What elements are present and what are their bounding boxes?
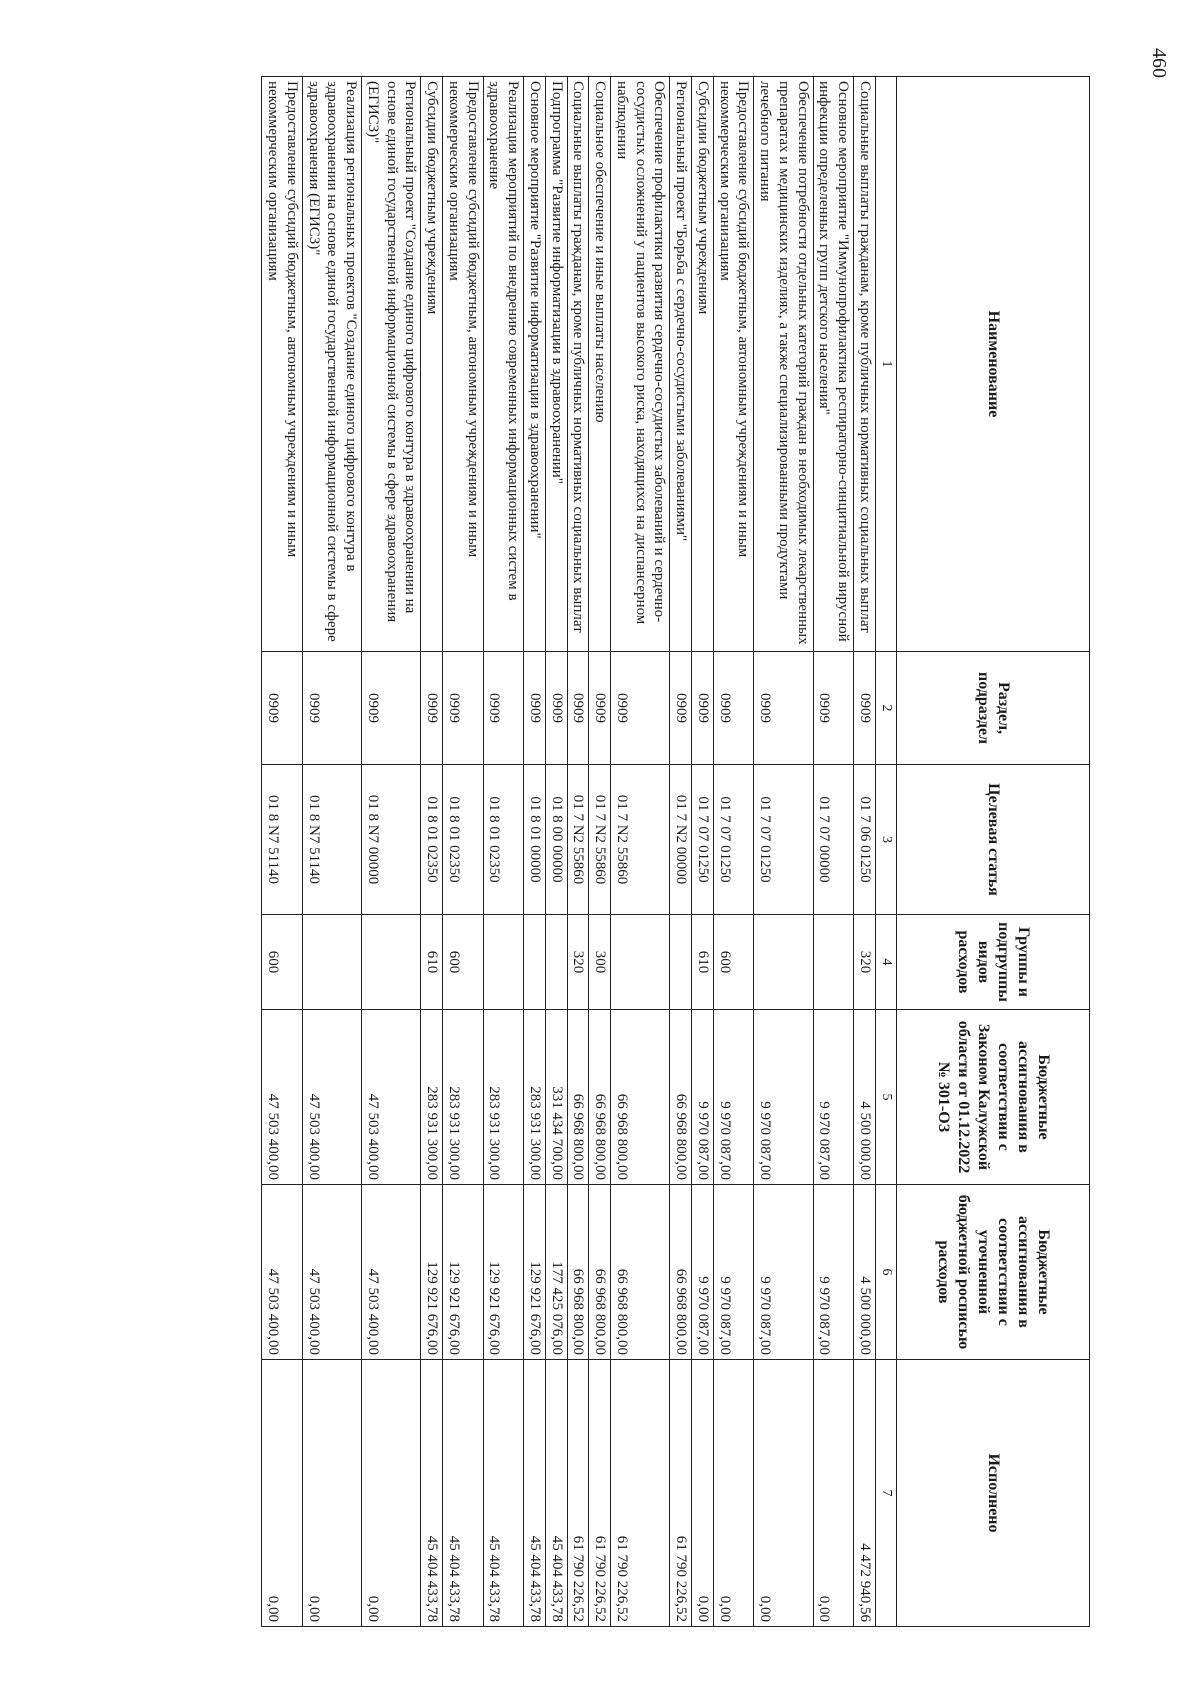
row-article: 01 8 01 02350 (483, 765, 524, 915)
row-law-allocation: 4 500 000,00 (854, 1010, 876, 1185)
row-executed: 45 404 433,78 (524, 1360, 546, 1627)
header-expense-group: Группы и подгруппы видов расходов (897, 915, 1090, 1010)
row-executed: 61 790 226,52 (589, 1360, 611, 1627)
column-number: 4 (876, 915, 897, 1010)
row-article: 01 7 06 01250 (854, 765, 876, 915)
row-law-allocation: 66 968 800,00 (589, 1010, 611, 1185)
row-expense-group: 600 (262, 915, 303, 1010)
row-article: 01 8 01 02350 (421, 765, 443, 915)
row-executed: 61 790 226,52 (567, 1360, 589, 1627)
header-article: Целевая статья (897, 765, 1090, 915)
row-name: Обеспечение профилактики развития сердечно-сосудистых заболеваний и сердечно-сосудистых осложнений у пациентов высокого риска, находящихся на диспансерном наблюдении (611, 77, 670, 652)
row-executed: 45 404 433,78 (443, 1360, 484, 1627)
table-row (443, 77, 484, 1627)
column-number: 7 (876, 1360, 897, 1627)
row-law-allocation: 331 434 700,00 (546, 1010, 568, 1185)
budget-table (262, 76, 1091, 1627)
row-expense-group: 300 (589, 915, 611, 1010)
row-expense-group: 600 (714, 915, 755, 1010)
header-name: Наименование (897, 77, 1090, 652)
row-section: 0909 (567, 652, 589, 765)
table-row (754, 77, 813, 1627)
row-name: Предоставление субсидий бюджетным, автономным учреждениям и иным некоммерческим организациям (443, 77, 484, 652)
row-law-allocation: 66 968 800,00 (611, 1010, 670, 1185)
row-article: 01 8 N7 51140 (262, 765, 303, 915)
row-expense-group: 320 (854, 915, 876, 1010)
row-executed: 61 790 226,52 (611, 1360, 670, 1627)
row-article: 01 8 00 00000 (546, 765, 568, 915)
row-executed: 4 472 940,56 (854, 1360, 876, 1627)
row-refined-allocation: 129 921 676,00 (524, 1185, 546, 1360)
row-expense-group (483, 915, 524, 1010)
row-expense-group (303, 915, 362, 1010)
row-law-allocation: 66 968 800,00 (670, 1010, 692, 1185)
row-executed: 0,00 (754, 1360, 813, 1627)
row-expense-group (524, 915, 546, 1010)
header-executed: Исполнено (897, 1360, 1090, 1627)
column-number: 2 (876, 652, 897, 765)
row-law-allocation: 9 970 087,00 (754, 1010, 813, 1185)
table-row (692, 77, 714, 1627)
row-refined-allocation: 9 970 087,00 (714, 1185, 755, 1360)
row-executed: 45 404 433,78 (546, 1360, 568, 1627)
row-refined-allocation: 177 425 076,00 (546, 1185, 568, 1360)
row-executed: 0,00 (303, 1360, 362, 1627)
row-law-allocation: 66 968 800,00 (567, 1010, 589, 1185)
table-row (714, 77, 755, 1627)
row-article: 01 7 07 00000 (813, 765, 854, 915)
table-row (670, 77, 692, 1627)
row-law-allocation: 283 931 300,00 (483, 1010, 524, 1185)
row-executed: 0,00 (362, 1360, 421, 1627)
row-refined-allocation: 66 968 800,00 (670, 1185, 692, 1360)
row-executed: 0,00 (262, 1360, 303, 1627)
row-refined-allocation: 9 970 087,00 (813, 1185, 854, 1360)
row-law-allocation: 283 931 300,00 (443, 1010, 484, 1185)
row-section: 0909 (589, 652, 611, 765)
row-refined-allocation: 129 921 676,00 (443, 1185, 484, 1360)
row-section: 0909 (303, 652, 362, 765)
row-section: 0909 (483, 652, 524, 765)
page-number: 460 (1148, 48, 1170, 78)
row-refined-allocation: 129 921 676,00 (421, 1185, 443, 1360)
row-name: Региональный проект "Создание единого цифрового контура в здравоохранении на основе единой государственной информационной системы в сфере здравоохранения (ЕГИСЗ)" (362, 77, 421, 652)
row-law-allocation: 9 970 087,00 (714, 1010, 755, 1185)
row-section: 0909 (611, 652, 670, 765)
row-executed: 61 790 226,52 (670, 1360, 692, 1627)
header-law-allocations: Бюджетные ассигнования в соответствии с Законом Калужской области от 01.12.2022 № 301-ОЗ (897, 1010, 1090, 1185)
table-row (611, 77, 670, 1627)
row-refined-allocation: 66 968 800,00 (611, 1185, 670, 1360)
row-law-allocation: 283 931 300,00 (524, 1010, 546, 1185)
row-section: 0909 (754, 652, 813, 765)
row-refined-allocation: 9 970 087,00 (692, 1185, 714, 1360)
row-section: 0909 (670, 652, 692, 765)
row-refined-allocation: 129 921 676,00 (483, 1185, 524, 1360)
row-section: 0909 (362, 652, 421, 765)
row-refined-allocation: 66 968 800,00 (589, 1185, 611, 1360)
row-article: 01 8 01 02350 (443, 765, 484, 915)
row-executed: 0,00 (714, 1360, 755, 1627)
row-expense-group: 610 (692, 915, 714, 1010)
row-name: Социальные выплаты гражданам, кроме публичных нормативных социальных выплат (854, 77, 876, 652)
row-name: Субсидии бюджетным учреждениям (421, 77, 443, 652)
table-row (567, 77, 589, 1627)
row-section: 0909 (854, 652, 876, 765)
column-number: 3 (876, 765, 897, 915)
row-section: 0909 (813, 652, 854, 765)
row-name: Предоставление субсидий бюджетным, автономным учреждениям и иным некоммерческим организациям (262, 77, 303, 652)
row-expense-group: 610 (421, 915, 443, 1010)
row-expense-group (546, 915, 568, 1010)
row-section: 0909 (692, 652, 714, 765)
row-name: Подпрограмма "Развитие информатизации в здравоохранении" (546, 77, 568, 652)
row-name: Реализация региональных проектов "Создание единого цифрового контура в здравоохранении на основе единой государственной информационной системы в сфере здравоохранения (ЕГИСЗ)" (303, 77, 362, 652)
row-name: Субсидии бюджетным учреждениям (692, 77, 714, 652)
row-refined-allocation: 66 968 800,00 (567, 1185, 589, 1360)
column-number: 1 (876, 77, 897, 652)
table-row (262, 77, 303, 1627)
row-name: Реализация мероприятий по внедрению современных информационных систем в здравоохранение (483, 77, 524, 652)
table-row (483, 77, 524, 1627)
row-expense-group: 600 (443, 915, 484, 1010)
row-section: 0909 (262, 652, 303, 765)
row-section: 0909 (443, 652, 484, 765)
row-executed: 45 404 433,78 (483, 1360, 524, 1627)
row-executed: 45 404 433,78 (421, 1360, 443, 1627)
row-article: 01 7 07 01250 (754, 765, 813, 915)
header-section: Раздел, подраздел (897, 652, 1090, 765)
row-name: Региональный проект "Борьба с сердечно-сосудистыми заболеваниями" (670, 77, 692, 652)
row-article: 01 8 N7 00000 (362, 765, 421, 915)
row-refined-allocation: 4 500 000,00 (854, 1185, 876, 1360)
row-section: 0909 (421, 652, 443, 765)
column-number-row (876, 77, 897, 1627)
row-article: 01 7 07 01250 (714, 765, 755, 915)
row-article: 01 7 07 01250 (692, 765, 714, 915)
row-refined-allocation: 47 503 400,00 (303, 1185, 362, 1360)
row-name: Предоставление субсидий бюджетным, автономным учреждениям и иным некоммерческим организациям (714, 77, 755, 652)
table-row (524, 77, 546, 1627)
table-body (262, 77, 876, 1627)
row-article: 01 7 N2 55860 (611, 765, 670, 915)
row-refined-allocation: 9 970 087,00 (754, 1185, 813, 1360)
row-expense-group (611, 915, 670, 1010)
row-article: 01 7 N2 55860 (567, 765, 589, 915)
row-article: 01 8 01 00000 (524, 765, 546, 915)
row-article: 01 8 N7 51140 (303, 765, 362, 915)
table-row (589, 77, 611, 1627)
table-row (813, 77, 854, 1627)
row-name: Основное мероприятие "Развитие информатизации в здравоохранении" (524, 77, 546, 652)
row-law-allocation: 47 503 400,00 (362, 1010, 421, 1185)
budget-table-container (130, 76, 1090, 1626)
row-name: Социальное обеспечение и иные выплаты населению (589, 77, 611, 652)
row-law-allocation: 47 503 400,00 (303, 1010, 362, 1185)
row-section: 0909 (524, 652, 546, 765)
row-law-allocation: 9 970 087,00 (813, 1010, 854, 1185)
row-refined-allocation: 47 503 400,00 (262, 1185, 303, 1360)
row-article: 01 7 N2 00000 (670, 765, 692, 915)
row-expense-group (754, 915, 813, 1010)
row-refined-allocation: 47 503 400,00 (362, 1185, 421, 1360)
table-row (546, 77, 568, 1627)
table-row (303, 77, 362, 1627)
table-header-row (897, 77, 1090, 1627)
row-name: Основное мероприятие "Иммунопрофилактика респираторно-синцитиальной вирусной инфекции определенных групп детского населения" (813, 77, 854, 652)
row-law-allocation: 9 970 087,00 (692, 1010, 714, 1185)
row-expense-group (813, 915, 854, 1010)
row-law-allocation: 47 503 400,00 (262, 1010, 303, 1185)
row-article: 01 7 N2 55860 (589, 765, 611, 915)
row-expense-group (670, 915, 692, 1010)
table-row (854, 77, 876, 1627)
row-section: 0909 (714, 652, 755, 765)
row-section: 0909 (546, 652, 568, 765)
row-name: Социальные выплаты гражданам, кроме публичных нормативных социальных выплат (567, 77, 589, 652)
row-expense-group (362, 915, 421, 1010)
table-row (362, 77, 421, 1627)
row-law-allocation: 283 931 300,00 (421, 1010, 443, 1185)
header-refined-allocations: Бюджетные ассигнования в соответствии с уточненной бюджетной росписью расходов (897, 1185, 1090, 1360)
table-row (421, 77, 443, 1627)
column-number: 5 (876, 1010, 897, 1185)
row-name: Обеспечение потребности отдельных категорий граждан в необходимых лекарственных препаратах и медицинских изделиях, а также специализированными продуктами лечебного питания (754, 77, 813, 652)
row-expense-group: 320 (567, 915, 589, 1010)
column-number: 6 (876, 1185, 897, 1360)
row-executed: 0,00 (813, 1360, 854, 1627)
row-executed: 0,00 (692, 1360, 714, 1627)
